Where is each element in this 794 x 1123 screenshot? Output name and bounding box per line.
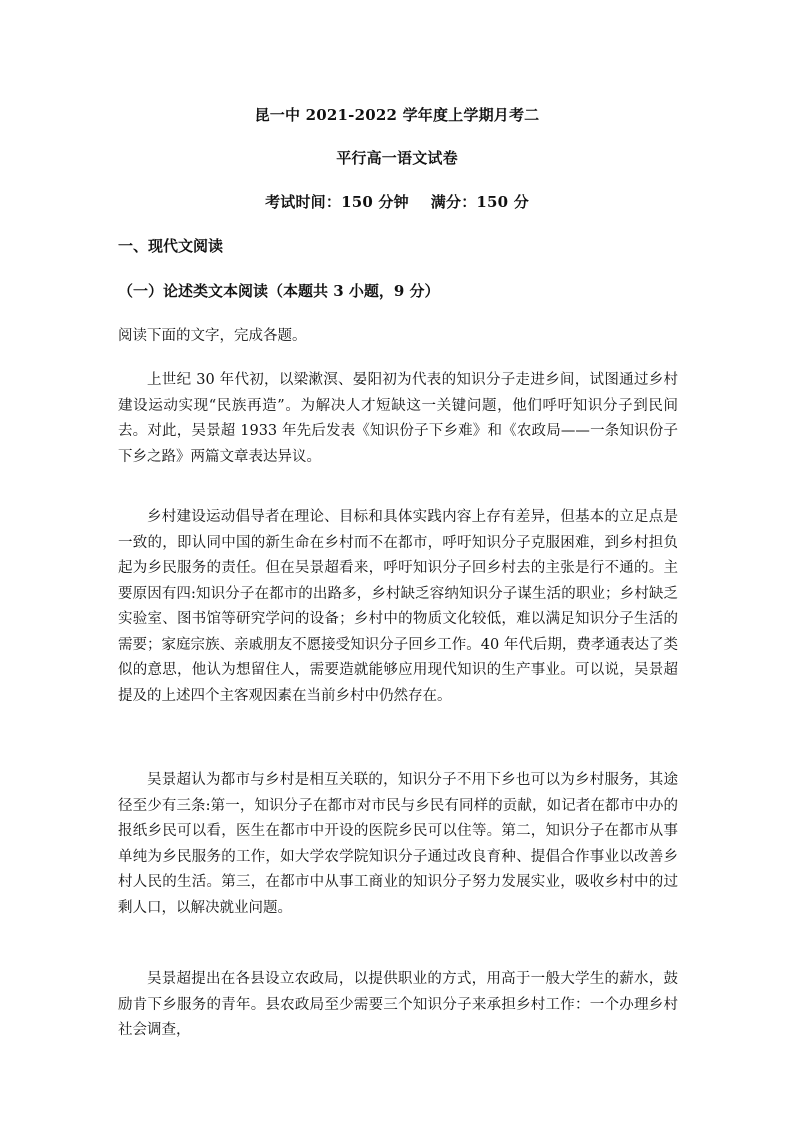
paragraph-4: 吴景超提出在各县设立农政局，以提供职业的方式，用高于一般大学生的薪水，鼓励肯下乡服务的青年。县农政局至少需要三个知识分子来承担乡村工作：一个办理乡村社会调查， [118, 971, 678, 1038]
exam-subtitle: 平行高一语文试卷 [336, 149, 458, 167]
exam-info-line [0, 191, 794, 212]
full-score: 满分：150 分 [430, 193, 529, 211]
instruction-text: 阅读下面的文字，完成各题。 [118, 328, 307, 344]
paragraph-2: 乡村建设运动倡导者在理论、目标和具体实践内容上存有差异，但基本的立足点是一致的，即认同中国的新生命在乡村而不在都市，呼吁知识分子克服困难，到乡村担负起为乡民服务的责任。但在吴景超看来，呼吁知识分子回乡村去的主张是行不通的。主要原因有四:知识分子在都市的出路多，乡村缺乏容纳知识分子谋生活的职业；乡村缺乏实验室、图书馆等研究学问的设备；乡村中的物质文化较低，难以满足知识分子生活的需要；家庭宗族、亲戚朋友不愿接受知识分子回乡工作。40 年代后期，费孝通表达了类似的意思，他认为想留住人，需要造就能够应用现代知识的生产事业。可以说，吴景超提及的上述四个主客观因素在当前乡村中仍然存在。 [118, 509, 678, 704]
subsection-heading: （一）论述类文本阅读（本题共 3 小题，9 分） [118, 282, 440, 300]
exam-title: 昆一中 2021-2022 学年度上学期月考二 [254, 106, 540, 124]
paragraph-3: 吴景超认为都市与乡村是相互关联的，知识分子不用下乡也可以为乡村服务，其途径至少有三条:第一，知识分子在都市对市民与乡民有同样的贡献，如记者在都市中办的报纸乡民可以看，医生在都市中开设的医院乡民可以住等。第二，知识分子在都市从事单纯为乡民服务的工作，如大学农学院知识分子通过改良育种、提倡合作事业以改善乡村人民的生活。第三，在都市中从事工商业的知识分子努力发展实业，吸收乡村中的过剩人口，以解决就业问题。 [118, 772, 678, 916]
section-heading: 一、现代文阅读 [118, 237, 224, 255]
exam-time: 考试时间：150 分钟 [265, 193, 409, 211]
paragraph-1: 上世纪 30 年代初，以梁漱溟、晏阳初为代表的知识分子走进乡间，试图通过乡村建设运动实现“民族再造”。为解决人才短缺这一关键问题，他们呼吁知识分子到民间去。对此，吴景超 1933 年先后发表《知识份子下乡难》和《农政局——一条知识份子下乡之路》两篇文章表达异议。 [118, 372, 678, 465]
